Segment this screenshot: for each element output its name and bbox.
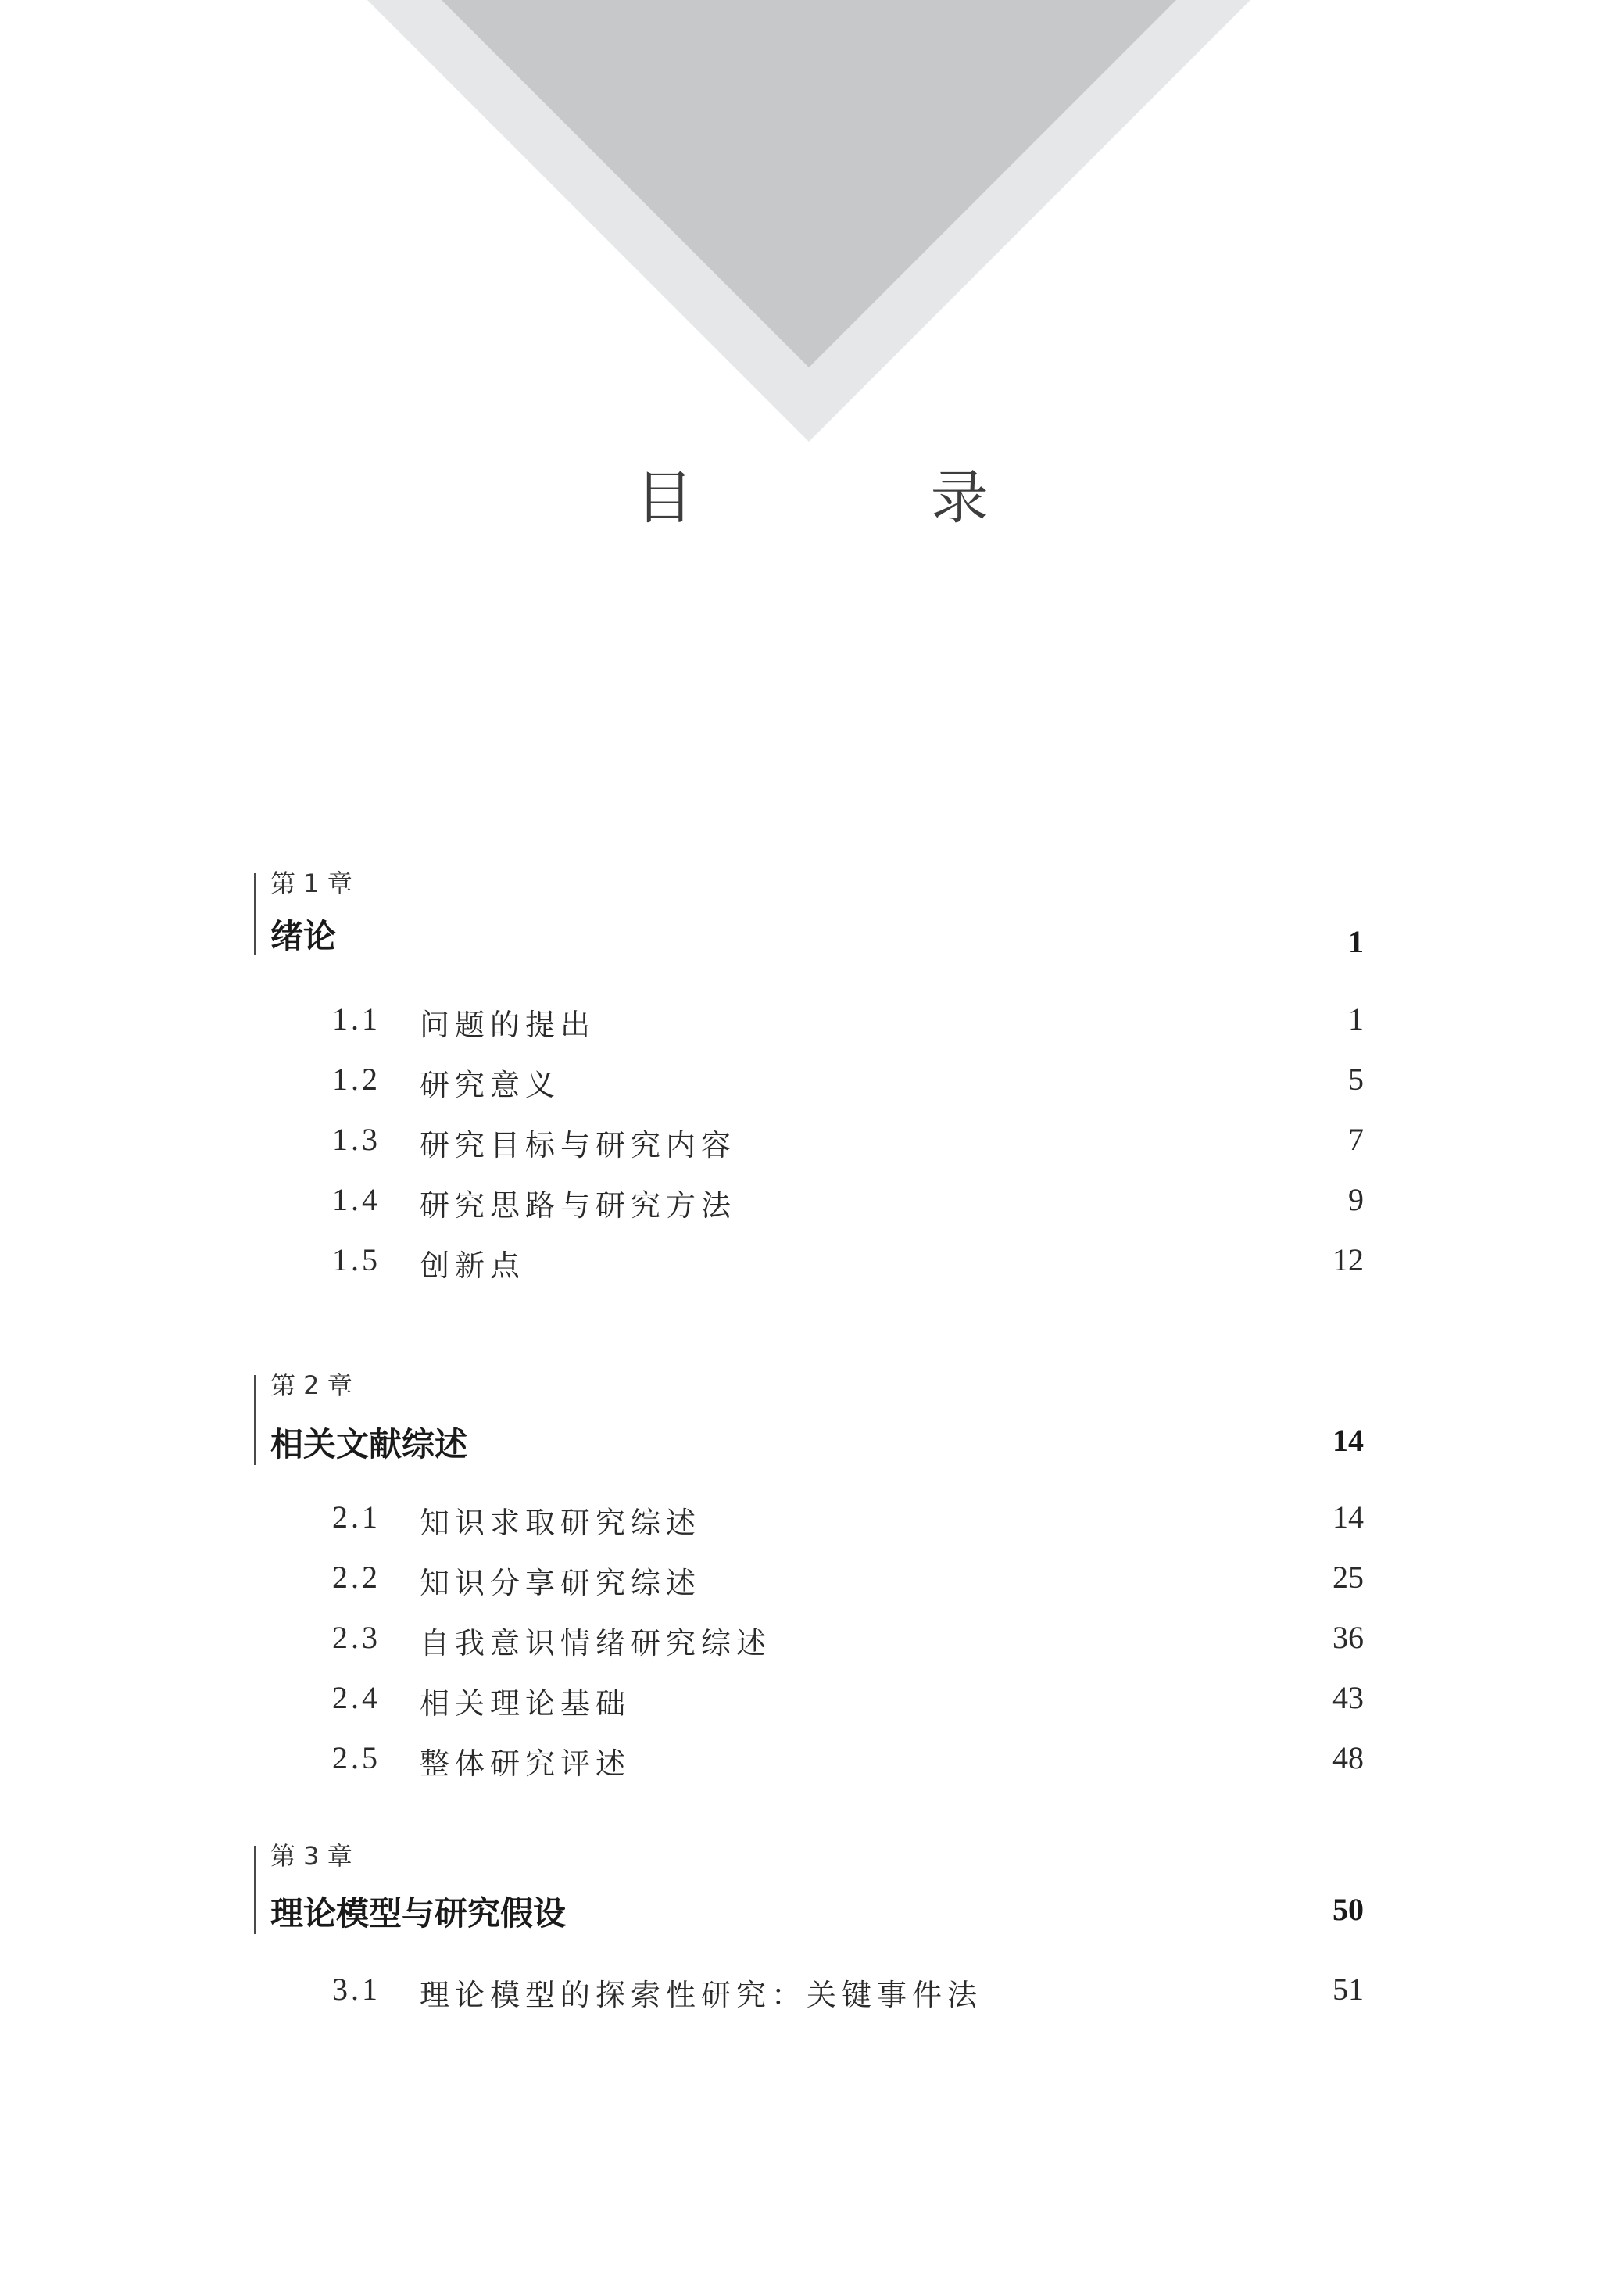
section-title: 研究目标与研究内容 <box>420 1128 737 1162</box>
section-title: 理论模型的探索性研究：关键事件法 <box>420 1978 983 2012</box>
section-number: 1.1 <box>332 1001 381 1037</box>
chapter-page-number[interactable]: 1 <box>1348 924 1364 959</box>
toc-entry[interactable] <box>254 1739 1364 1781</box>
chapter-page-number[interactable]: 14 <box>1332 1423 1364 1458</box>
section-title: 知识求取研究综述 <box>420 1506 702 1540</box>
section-page-number: 43 <box>1332 1680 1364 1715</box>
page-title: 目 录 <box>635 464 1098 532</box>
section-page-number: 36 <box>1332 1620 1364 1655</box>
toc-entry[interactable] <box>254 1001 1364 1040</box>
chapter-marker-bar <box>254 1846 256 1934</box>
toc-entry[interactable] <box>254 1499 1364 1538</box>
section-title: 自我意识情绪研究综述 <box>420 1626 772 1660</box>
section-title: 整体研究评述 <box>420 1746 631 1781</box>
toc-entry[interactable] <box>254 1679 1364 1721</box>
section-title: 问题的提出 <box>420 1008 596 1042</box>
section-page-number: 25 <box>1332 1560 1364 1595</box>
section-number: 1.3 <box>332 1122 381 1157</box>
toc-entry[interactable] <box>254 1181 1364 1223</box>
section-number: 2.1 <box>332 1499 381 1535</box>
chapter-title[interactable]: 相关文献综述 <box>270 1425 468 1463</box>
section-title: 创新点 <box>420 1248 526 1283</box>
section-number: 2.4 <box>332 1680 381 1715</box>
section-number: 1.4 <box>332 1182 381 1217</box>
chapter-title[interactable]: 理论模型与研究假设 <box>270 1894 567 1932</box>
section-number: 2.5 <box>332 1740 381 1775</box>
section-page-number: 51 <box>1332 1972 1364 2007</box>
section-title: 知识分享研究综述 <box>420 1566 702 1600</box>
section-page-number: 5 <box>1348 1062 1364 1097</box>
chapter-title[interactable]: 绪论 <box>270 917 337 955</box>
toc-entry[interactable] <box>254 1559 1364 1598</box>
chapter-number: 第 3 章 <box>270 1841 352 1871</box>
section-page-number: 48 <box>1332 1740 1364 1775</box>
toc-entry[interactable] <box>254 1971 1364 2010</box>
section-number: 1.5 <box>332 1242 381 1277</box>
toc-entry[interactable] <box>254 1619 1364 1658</box>
section-page-number: 1 <box>1348 1001 1364 1037</box>
toc-entry[interactable] <box>254 1241 1364 1281</box>
header-triangle-decoration <box>0 0 1624 469</box>
section-page-number: 12 <box>1332 1242 1364 1277</box>
chapter-marker-bar <box>254 873 256 955</box>
toc-entry[interactable] <box>254 1121 1364 1160</box>
section-title: 研究意义 <box>420 1068 561 1102</box>
section-page-number: 7 <box>1348 1122 1364 1157</box>
toc-entry[interactable] <box>254 1061 1364 1100</box>
section-number: 1.2 <box>332 1062 381 1097</box>
chapter-marker-bar <box>254 1375 256 1465</box>
section-page-number: 9 <box>1348 1182 1364 1217</box>
chapter-page-number[interactable]: 50 <box>1332 1892 1364 1927</box>
section-number: 2.2 <box>332 1560 381 1595</box>
chapter-number: 第 1 章 <box>270 869 352 898</box>
section-number: 3.1 <box>332 1972 381 2007</box>
section-title: 相关理论基础 <box>420 1686 631 1721</box>
chapter-number: 第 2 章 <box>270 1370 352 1400</box>
section-title: 研究思路与研究方法 <box>420 1188 737 1223</box>
section-page-number: 14 <box>1332 1499 1364 1535</box>
section-number: 2.3 <box>332 1620 381 1655</box>
